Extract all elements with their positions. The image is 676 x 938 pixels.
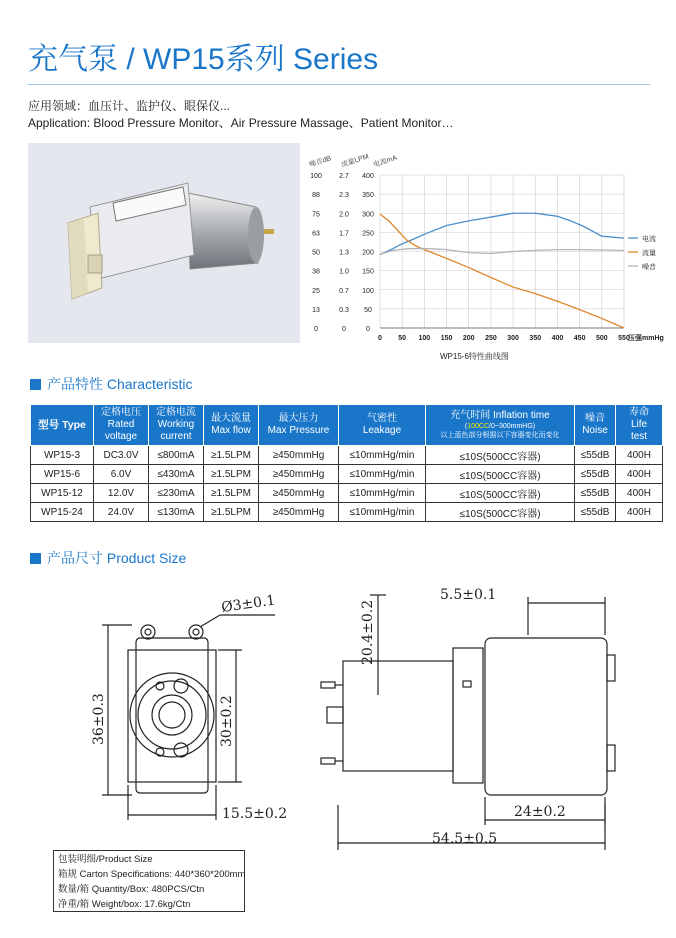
table-cell: ≥1.5LPM [204, 465, 259, 484]
tick-label-current: 350 [362, 192, 374, 200]
product-size-heading [30, 548, 186, 568]
product-size-heading-text: 产品尺寸 Product Size [47, 550, 187, 566]
table-cell: ≤10S(500CC容器) [426, 484, 575, 503]
tick-label-x: 50 [398, 335, 407, 342]
tick-label-flow: 2.3 [339, 192, 349, 200]
tick-label-x: 500 [595, 335, 608, 342]
table-cell: ≥1.5LPM [204, 446, 259, 465]
tick-label-noise: 100 [310, 173, 322, 180]
characteristic-heading-text: 产品特性 Characteristic [47, 376, 193, 392]
table-cell: ≥450mmHg [259, 446, 339, 465]
table-cell: ≥450mmHg [259, 465, 339, 484]
tick-label-current: 300 [362, 211, 374, 219]
legend-label: 电流 [642, 236, 656, 243]
dim-height: 36±0.3 [91, 693, 107, 745]
table-cell: ≤55dB [575, 484, 616, 503]
chart-caption: WP15-6特性曲线图 [440, 352, 509, 361]
packing-line: 数量/箱 Quantity/Box: 480PCS/Ctn [58, 884, 205, 895]
product-photo [28, 143, 300, 343]
header-noise: 噪音 Noise [575, 405, 616, 446]
tick-label-noise: 25 [312, 287, 320, 295]
characteristic-chart [302, 143, 672, 373]
table-cell: ≥450mmHg [259, 503, 339, 522]
table-cell: ≤10S(500CC容器) [426, 465, 575, 484]
tick-label-current: 0 [366, 326, 370, 333]
table-cell: ≤55dB [575, 446, 616, 465]
tick-label-flow: 0 [342, 326, 346, 333]
header-voltage: 定格电压 Rated voltage [94, 405, 149, 446]
table-cell: 12.0V [94, 484, 149, 503]
legend-label: 噪音 [642, 264, 656, 271]
packing-details [53, 850, 245, 912]
tick-label-flow: 0.7 [339, 287, 349, 295]
tick-label-current: 150 [362, 268, 374, 276]
spec-header-row [31, 405, 663, 446]
tick-label-x: 0 [378, 335, 382, 342]
tick-label-x: 400 [551, 335, 564, 342]
tick-label-x: 150 [440, 335, 453, 342]
table-cell: ≤430mA [149, 465, 204, 484]
dim-total-height-side: 20.4±0.2 [360, 599, 376, 665]
header-pressure: 最大压力 Max Pressure [259, 405, 339, 446]
tick-label-noise: 63 [312, 230, 320, 238]
dim-front-width: 15.5±0.2 [222, 806, 288, 822]
section-marker-icon [30, 379, 41, 390]
packing-line: 净重/箱 Weight/box: 17.6kg/Ctn [58, 899, 191, 910]
tick-label-current: 100 [362, 287, 374, 295]
tick-label-noise: 50 [312, 249, 320, 257]
tick-label-current: 50 [364, 306, 372, 314]
table-cell: 400H [616, 503, 663, 522]
table-cell: WP15-6 [31, 465, 94, 484]
tick-label-flow: 1.7 [339, 230, 349, 238]
page-title: 充气泵 / WP15系列 Series [28, 43, 379, 76]
table-row [31, 503, 663, 522]
table-cell: ≤10S(500CC容器) [426, 446, 575, 465]
table-cell: 24.0V [94, 503, 149, 522]
table-cell: ≥1.5LPM [204, 484, 259, 503]
tick-label-x: 450 [573, 335, 586, 342]
series-line-1 [380, 214, 624, 328]
table-row [31, 446, 663, 465]
table-cell: WP15-3 [31, 446, 94, 465]
table-cell: ≤10mmHg/min [339, 484, 426, 503]
section-marker-icon [30, 553, 41, 564]
dim-inner-height: 30±0.2 [219, 695, 235, 747]
table-cell: DC3.0V [94, 446, 149, 465]
table-cell: ≥450mmHg [259, 484, 339, 503]
tick-label-current: 250 [362, 230, 374, 238]
table-row [31, 465, 663, 484]
table-cell: ≤130mA [149, 503, 204, 522]
application-en: Application: Blood Pressure Monitor、Air Pressure Massage、Patient Monitor… [28, 116, 454, 130]
packing-line: 包装明细/Product Size [58, 854, 153, 865]
tick-label-x: 300 [507, 335, 519, 342]
table-cell: ≤10S(500CC容器) [426, 503, 575, 522]
dim-total-length: 54.5±0.5 [432, 831, 498, 847]
tick-label-noise: 13 [312, 306, 320, 314]
table-cell: ≤55dB [575, 465, 616, 484]
tick-label-x: 250 [485, 335, 497, 342]
header-life: 寿命 Life test [616, 405, 663, 446]
tick-label-noise: 38 [312, 268, 320, 276]
header-leakage: 气密性 Leakage [339, 405, 426, 446]
table-cell: 400H [616, 465, 663, 484]
spec-table [30, 404, 663, 522]
table-cell: 6.0V [94, 465, 149, 484]
axis-title-noise: 噪音dB [308, 155, 333, 169]
header-current: 定格电流 Working current [149, 405, 204, 446]
tick-label-noise: 88 [312, 192, 320, 200]
dim-hole: Ø3±0.1 [220, 592, 277, 616]
table-cell: 400H [616, 446, 663, 465]
characteristic-heading [30, 374, 192, 394]
axis-title-flow: 流量LPM [340, 153, 370, 169]
table-cell: ≤10mmHg/min [339, 446, 426, 465]
table-cell: 400H [616, 484, 663, 503]
tick-label-x: 550 [618, 335, 630, 342]
table-cell: ≤800mA [149, 446, 204, 465]
header-type: 型号 Type [31, 405, 94, 446]
header-flow: 最大流量 Max flow [204, 405, 259, 446]
tick-label-current: 200 [362, 249, 374, 257]
tick-label-x: 100 [418, 335, 431, 342]
tick-label-flow: 1.3 [339, 249, 349, 257]
tick-label-noise: 0 [314, 326, 318, 333]
application-cn: 应用领域：血压计、监护仪、眼保仪... [28, 99, 231, 113]
title-divider [28, 84, 650, 85]
tick-label-x: 350 [529, 335, 542, 342]
table-cell: ≤10mmHg/min [339, 503, 426, 522]
header-inflation: 充气时间 Inflation time (100CC/0~300mmHG) 以上蓝色部分根据以下容器变化而变化 [426, 405, 575, 446]
tick-label-current: 400 [362, 173, 374, 180]
tick-label-flow: 2.7 [339, 173, 349, 180]
dim-top-offset: 5.5±0.1 [440, 587, 497, 603]
tick-label-noise: 75 [312, 211, 320, 219]
tick-label-flow: 1.0 [339, 268, 349, 276]
table-row [31, 484, 663, 503]
table-cell: ≥1.5LPM [204, 503, 259, 522]
x-axis-label: 压强mmHg [628, 335, 664, 342]
table-cell: ≤55dB [575, 503, 616, 522]
axis-title-current: 电流mA [372, 154, 398, 169]
table-cell: WP15-12 [31, 484, 94, 503]
dimension-drawing [30, 575, 670, 850]
tick-label-x: 200 [462, 335, 475, 342]
dim-body-length: 24±0.2 [514, 804, 566, 820]
legend-label: 流量 [642, 250, 656, 257]
packing-line: 箱规 Carton Specifications: 440*360*200mm [58, 869, 246, 880]
tick-label-flow: 0.3 [339, 306, 349, 314]
table-cell: WP15-24 [31, 503, 94, 522]
tick-label-flow: 2.0 [339, 211, 349, 219]
table-cell: ≤10mmHg/min [339, 465, 426, 484]
table-cell: ≤230mA [149, 484, 204, 503]
